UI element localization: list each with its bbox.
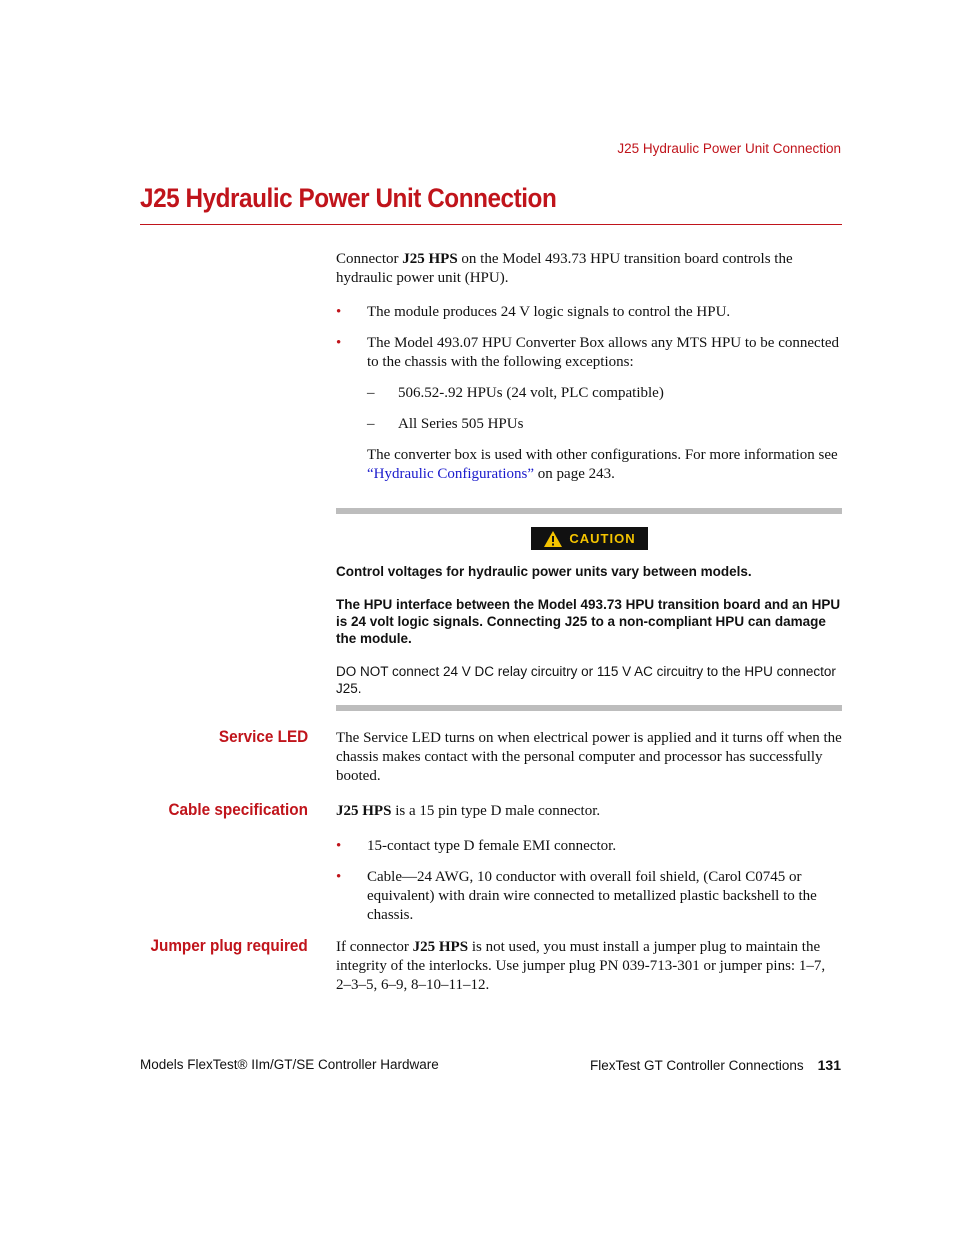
caution-paragraph: The HPU interface between the Model 493.73 HPU transition board and an HPU is 24 volt logic signals. Connecting J25 to a non-compliant HPU can damage the module. [336, 597, 841, 646]
caution-label [531, 527, 648, 550]
page-number: 131 [817, 1057, 841, 1073]
page-title: J25 Hydraulic Power Unit Connection [140, 183, 557, 213]
caution-paragraph: DO NOT connect 24 V DC relay circuitry or 115 V AC circuitry to the HPU connector J25. [336, 664, 836, 696]
converter-note-text: The converter box is used with other configurations. For more information see [367, 447, 838, 463]
list-item [336, 837, 842, 856]
caution-bottom-rule [336, 705, 842, 711]
connector-name: J25 HPS [412, 939, 469, 955]
cable-spec-text: is a 15 pin type D male connector. [391, 803, 601, 819]
footer-book-title: Models FlexTest® IIm/GT/SE Controller Hardware [140, 1057, 439, 1072]
list-item [336, 334, 842, 372]
bullet-mark: • [336, 838, 342, 854]
list-item-text: The Model 493.07 HPU Converter Box allows any MTS HPU to be connected to the chassis with the following exceptions: [367, 335, 840, 370]
caution-paragraph: Control voltages for hydraulic power units vary between models. [336, 564, 752, 579]
service-led-heading: Service LED [218, 727, 308, 746]
cable-spec-heading: Cable specification [168, 800, 308, 819]
jumper-heading: Jumper plug required [150, 936, 308, 955]
warning-triangle-icon [543, 530, 563, 548]
caution-top-rule [336, 508, 842, 514]
bullet-mark: • [336, 869, 342, 885]
title-rule [140, 224, 842, 225]
connector-name: J25 HPS [402, 251, 458, 267]
cable-spec-paragraph [336, 802, 842, 821]
exception-text: All Series 505 HPUs [398, 416, 524, 432]
exception-text: 506.52-.92 HPUs (24 volt, PLC compatible) [398, 385, 664, 401]
bullet-mark: • [336, 304, 342, 320]
running-head: J25 Hydraulic Power Unit Connection [617, 141, 841, 156]
converter-note-page: on page 243. [534, 466, 615, 482]
caution-label-text: CAUTION [569, 531, 636, 546]
dash-mark: – [367, 385, 375, 401]
footer-chapter [590, 1057, 841, 1073]
dash-mark: – [367, 416, 375, 432]
bullet-mark: • [336, 335, 342, 351]
exception-item [367, 415, 842, 434]
converter-note [367, 446, 842, 484]
jumper-text-start: If connector [336, 939, 413, 955]
list-item-text: 15-contact type D female EMI connector. [367, 838, 617, 854]
connector-name: J25 HPS [336, 803, 392, 819]
intro-paragraph [336, 250, 842, 288]
hydraulic-configurations-link[interactable]: “Hydraulic Configurations” [367, 466, 535, 482]
list-item-text: The module produces 24 V logic signals to control the HPU. [367, 304, 731, 320]
list-item [336, 868, 842, 925]
list-item [336, 303, 842, 322]
footer-chapter-title: FlexTest GT Controller Connections [590, 1058, 804, 1073]
jumper-paragraph [336, 938, 842, 995]
intro-text-start: Connector [336, 251, 403, 267]
intro-text-end: on the Model 493.73 HPU transition board controls the hydraulic power unit (HPU). [336, 251, 793, 286]
service-led-paragraph: The Service LED turns on when electrical power is applied and it turns off when the chassis makes contact with the personal computer and processor has successfully booted. [336, 730, 842, 784]
exception-item [367, 384, 842, 403]
jumper-text-end: is not used, you must install a jumper plug to maintain the integrity of the interlocks. Use jumper plug PN 039-713-301 or jumper pins: 1–7, 2–3–5, 6–9, 8–10–11–12. [336, 939, 826, 993]
list-item-text: Cable—24 AWG, 10 conductor with overall foil shield, (Carol C0745 or equivalent) with drain wire connected to metallized plastic backshell to the chassis. [367, 869, 817, 923]
